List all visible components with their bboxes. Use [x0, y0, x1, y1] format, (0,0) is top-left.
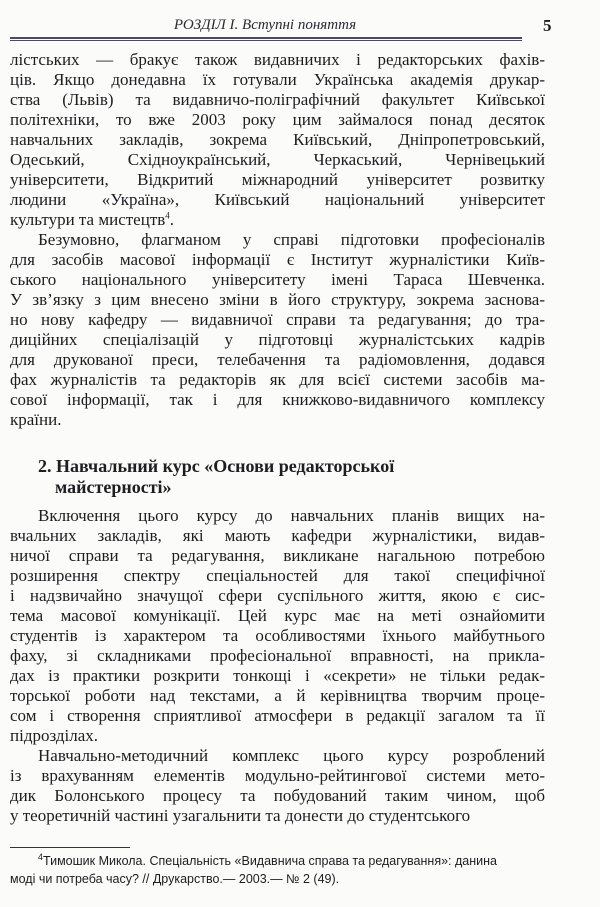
page-body [10, 50, 545, 826]
text-line: і надзвичайно значущої сфери суспільного життя, якою є сис- [10, 586, 545, 605]
footnote-marker: 4 [38, 852, 44, 862]
text-line: лістських — бракує також видавничих і редакторських фахів- [10, 50, 545, 69]
section-heading-line: майстерності» [55, 477, 172, 497]
text-line: торської роботи над текстами, а й керівництва творчим проце- [10, 686, 545, 705]
header-rule [10, 37, 522, 39]
section-heading [10, 456, 545, 498]
text-line: країни. [10, 410, 62, 429]
text-line: ничої справи та редагування, викликане нагальною потребою [10, 546, 545, 565]
text-line: підрозділах. [10, 726, 99, 745]
text-line: ців. Якщо донедавна їх готували Українська академія друкар- [10, 70, 545, 89]
section-heading-line: 2. Навчальний курс «Основи редакторської [38, 456, 395, 476]
paragraph-3 [10, 506, 545, 746]
text-line: Одеський, Східноукраїнський, Черкаський, Чернівецький [10, 150, 545, 169]
text-line: диційних спеціалізацій у підготовці журналістських кадрів [10, 330, 545, 349]
text-line: політехніки, то вже 2003 року цим займалося понад десяток [10, 110, 545, 129]
text-line: ства (Львів) та видавничо-поліграфічний факультет Київської [10, 90, 545, 109]
text-line: у теоретичній частині узагальнити та донести до студентського [10, 806, 471, 825]
text-line: Включення цього курсу до навчальних планів вищих на- [38, 506, 545, 525]
text-line: розширення спектру спеціальностей для такої специфічної [10, 566, 545, 585]
period: . [169, 210, 175, 229]
text-line: тема масової комунікації. Цей курс має на меті ознайомити [10, 606, 545, 625]
text-line [10, 210, 545, 230]
page-number: 5 [543, 16, 552, 35]
text-line: вчальних закладів, які мають кафедри журналістики, видав- [10, 526, 545, 545]
text-line: сової інформації, так і для книжково-видавничого комплексу [10, 390, 545, 409]
text-line-content: культури та мистецтв [10, 210, 166, 229]
running-head: РОЗДІЛ І. Вступні поняття [173, 17, 357, 33]
footnote-text: моді чи потреба часу? // Друкарство.— 2003.— № 2 (49). [10, 872, 340, 886]
text-line: для засобів масової інформації є Інститут журналістики Київ- [10, 250, 545, 269]
text-line: навчальних закладів, зокрема Київський, Дніпропетровський, [10, 130, 545, 149]
header-rule-thin [10, 40, 522, 41]
footnote-reference[interactable]: 4 [165, 210, 170, 221]
paragraph-4 [10, 746, 545, 826]
text-line: студентів із характером та особливостями їхнього майбутнього [10, 626, 545, 645]
text-line: Безумовно, флагманом у справі підготовки професіоналів [38, 230, 545, 249]
text-line: університети, Відкритий міжнародний університет розвитку [10, 170, 545, 189]
paragraph-1 [10, 50, 545, 230]
text-line: із врахуванням елементів модульно-рейтингової системи мето- [10, 766, 545, 785]
text-line: сом і створення сприятливої атмосфери в редакції загалом та її [10, 706, 545, 725]
paragraph-2 [10, 230, 545, 430]
text-line: дах із практики розкрити тонкощі і «секрети» не тільки редак- [10, 666, 545, 685]
footnote-text: Тимошик Микола. Спеціальність «Видавнича справа та редагування»: данина [43, 854, 497, 868]
text-line: людини «Україна», Київський національний університет [10, 190, 545, 209]
footnote-rule [10, 847, 130, 848]
text-line: Навчально-методичний комплекс цього курсу розроблений [38, 746, 545, 765]
text-line: фах журналістів та редакторів як для всієї системи засобів ма- [10, 370, 545, 389]
text-line: дик Болонського процесу та побудований таким чином, щоб [10, 786, 545, 805]
text-line: фаху, зі складниками професіональної вправності, на прикла- [10, 646, 545, 665]
text-line: но нову кафедру — видавничої справи та редагування; до тра- [10, 310, 545, 329]
footnote [10, 852, 545, 888]
text-line: для друкованої преси, телебачення та радіомовлення, додався [10, 350, 545, 369]
text-line: У зв’язку з цим внесено зміни в його структуру, зокрема заснова- [10, 290, 545, 309]
text-line: ського національного університету імені Тараса Шевченка. [10, 270, 545, 289]
